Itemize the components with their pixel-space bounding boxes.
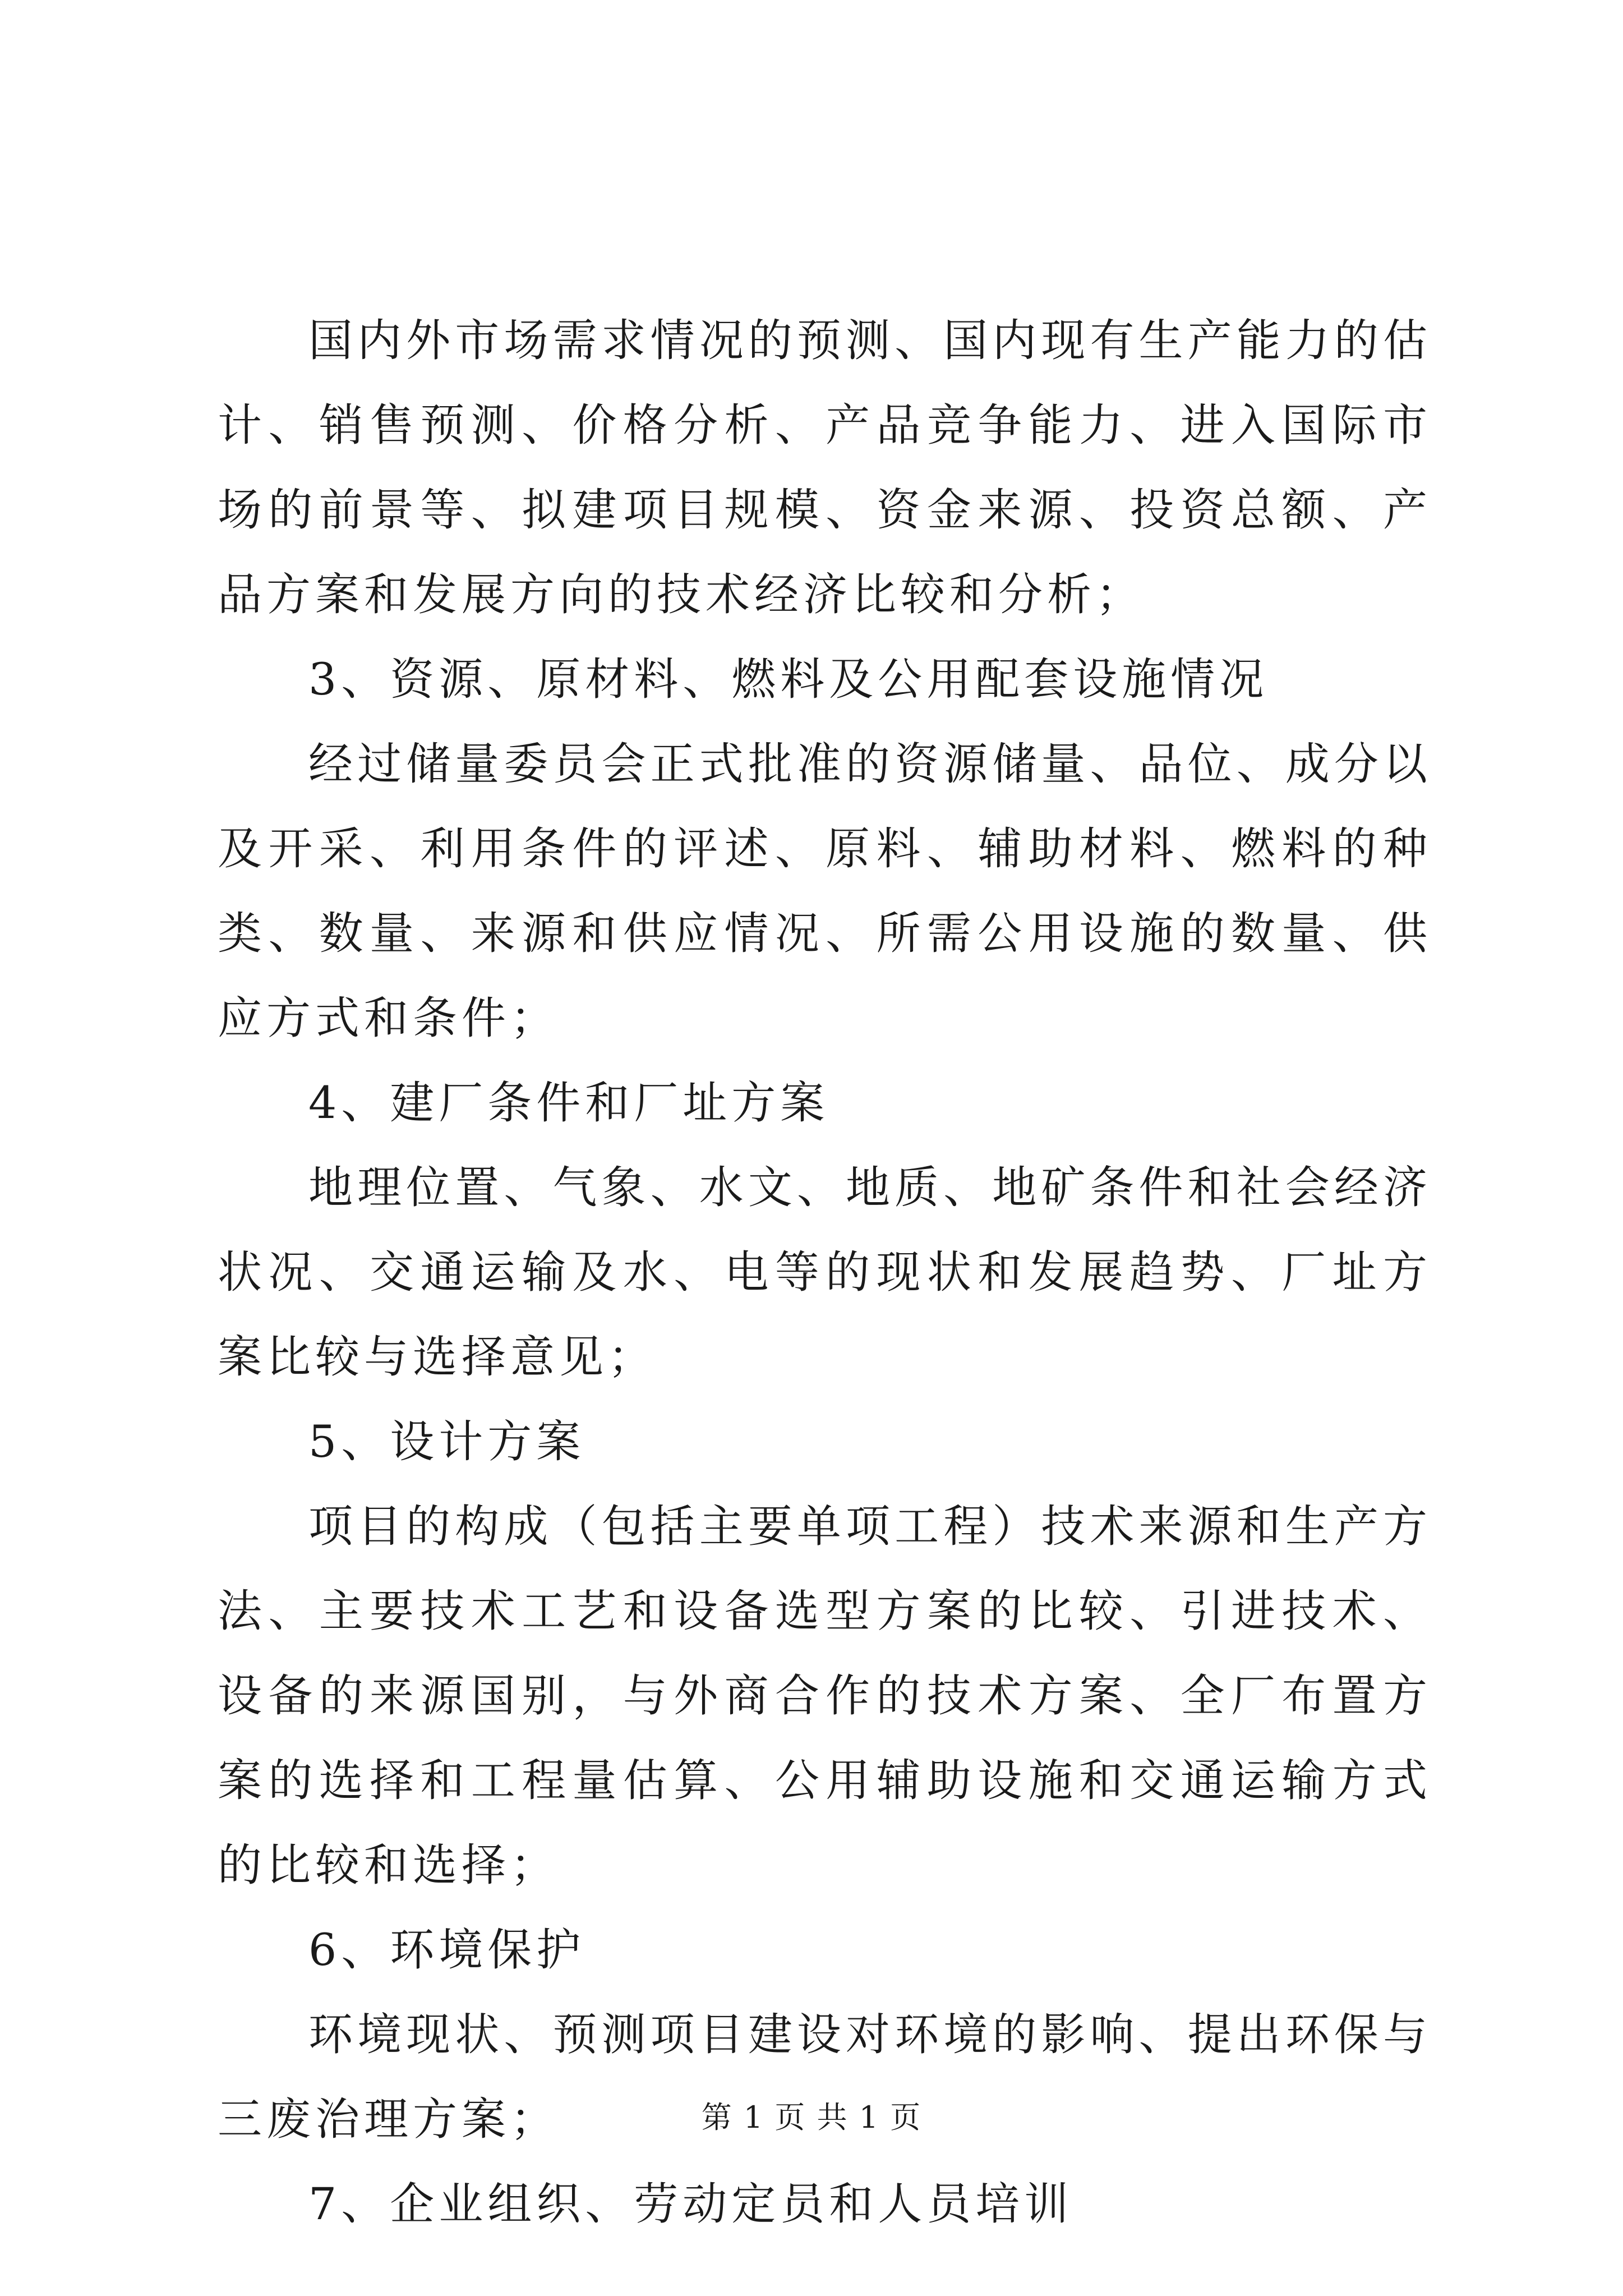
body-paragraph-environment: 环境现状、预测项目建设对环境的影响、提出环保与三废治理方案；: [218, 2009, 1432, 2145]
body-paragraph-site: 地理位置、气象、水文、地质、地矿条件和社会经济状况、交通运输及水、电等的现状和发展趋势、厂址方案比较与选择意见；: [218, 1162, 1432, 1383]
body-paragraph-resources: 经过储量委员会正式批准的资源储量、品位、成分以及开采、利用条件的评述、原料、辅助材料、燃料的种类、数量、来源和供应情况、所需公用设施的数量、供应方式和条件；: [218, 738, 1432, 1044]
section-heading-6: 6、环境保护: [308, 1924, 585, 1976]
body-paragraph-design: 项目的构成（包括主要单项工程）技术来源和生产方法、主要技术工艺和设备选型方案的比较、引进技术、设备的来源国别，与外商合作的技术方案、全厂布置方案的选择和工程量估算、公用辅助设施和交通运输方式的比较和选择；: [218, 1501, 1432, 1891]
section-heading-4: 4、建厂条件和厂址方案: [308, 1077, 829, 1129]
document-body: [218, 298, 1432, 2247]
section-heading-5: 5、设计方案: [308, 1416, 585, 1467]
page-footer: 第 1 页 共 1 页: [701, 2100, 922, 2135]
section-heading-3: 3、资源、原材料、燃料及公用配套设施情况: [308, 654, 1269, 705]
section-heading-7: 7、企业组织、劳动定员和人员培训: [308, 2178, 1073, 2230]
body-paragraph-market: 国内外市场需求情况的预测、国内现有生产能力的估计、销售预测、价格分析、产品竞争能力、进入国际市场的前景等、拟建项目规模、资金来源、投资总额、产品方案和发展方向的技术经济比较和分析；: [218, 315, 1432, 620]
